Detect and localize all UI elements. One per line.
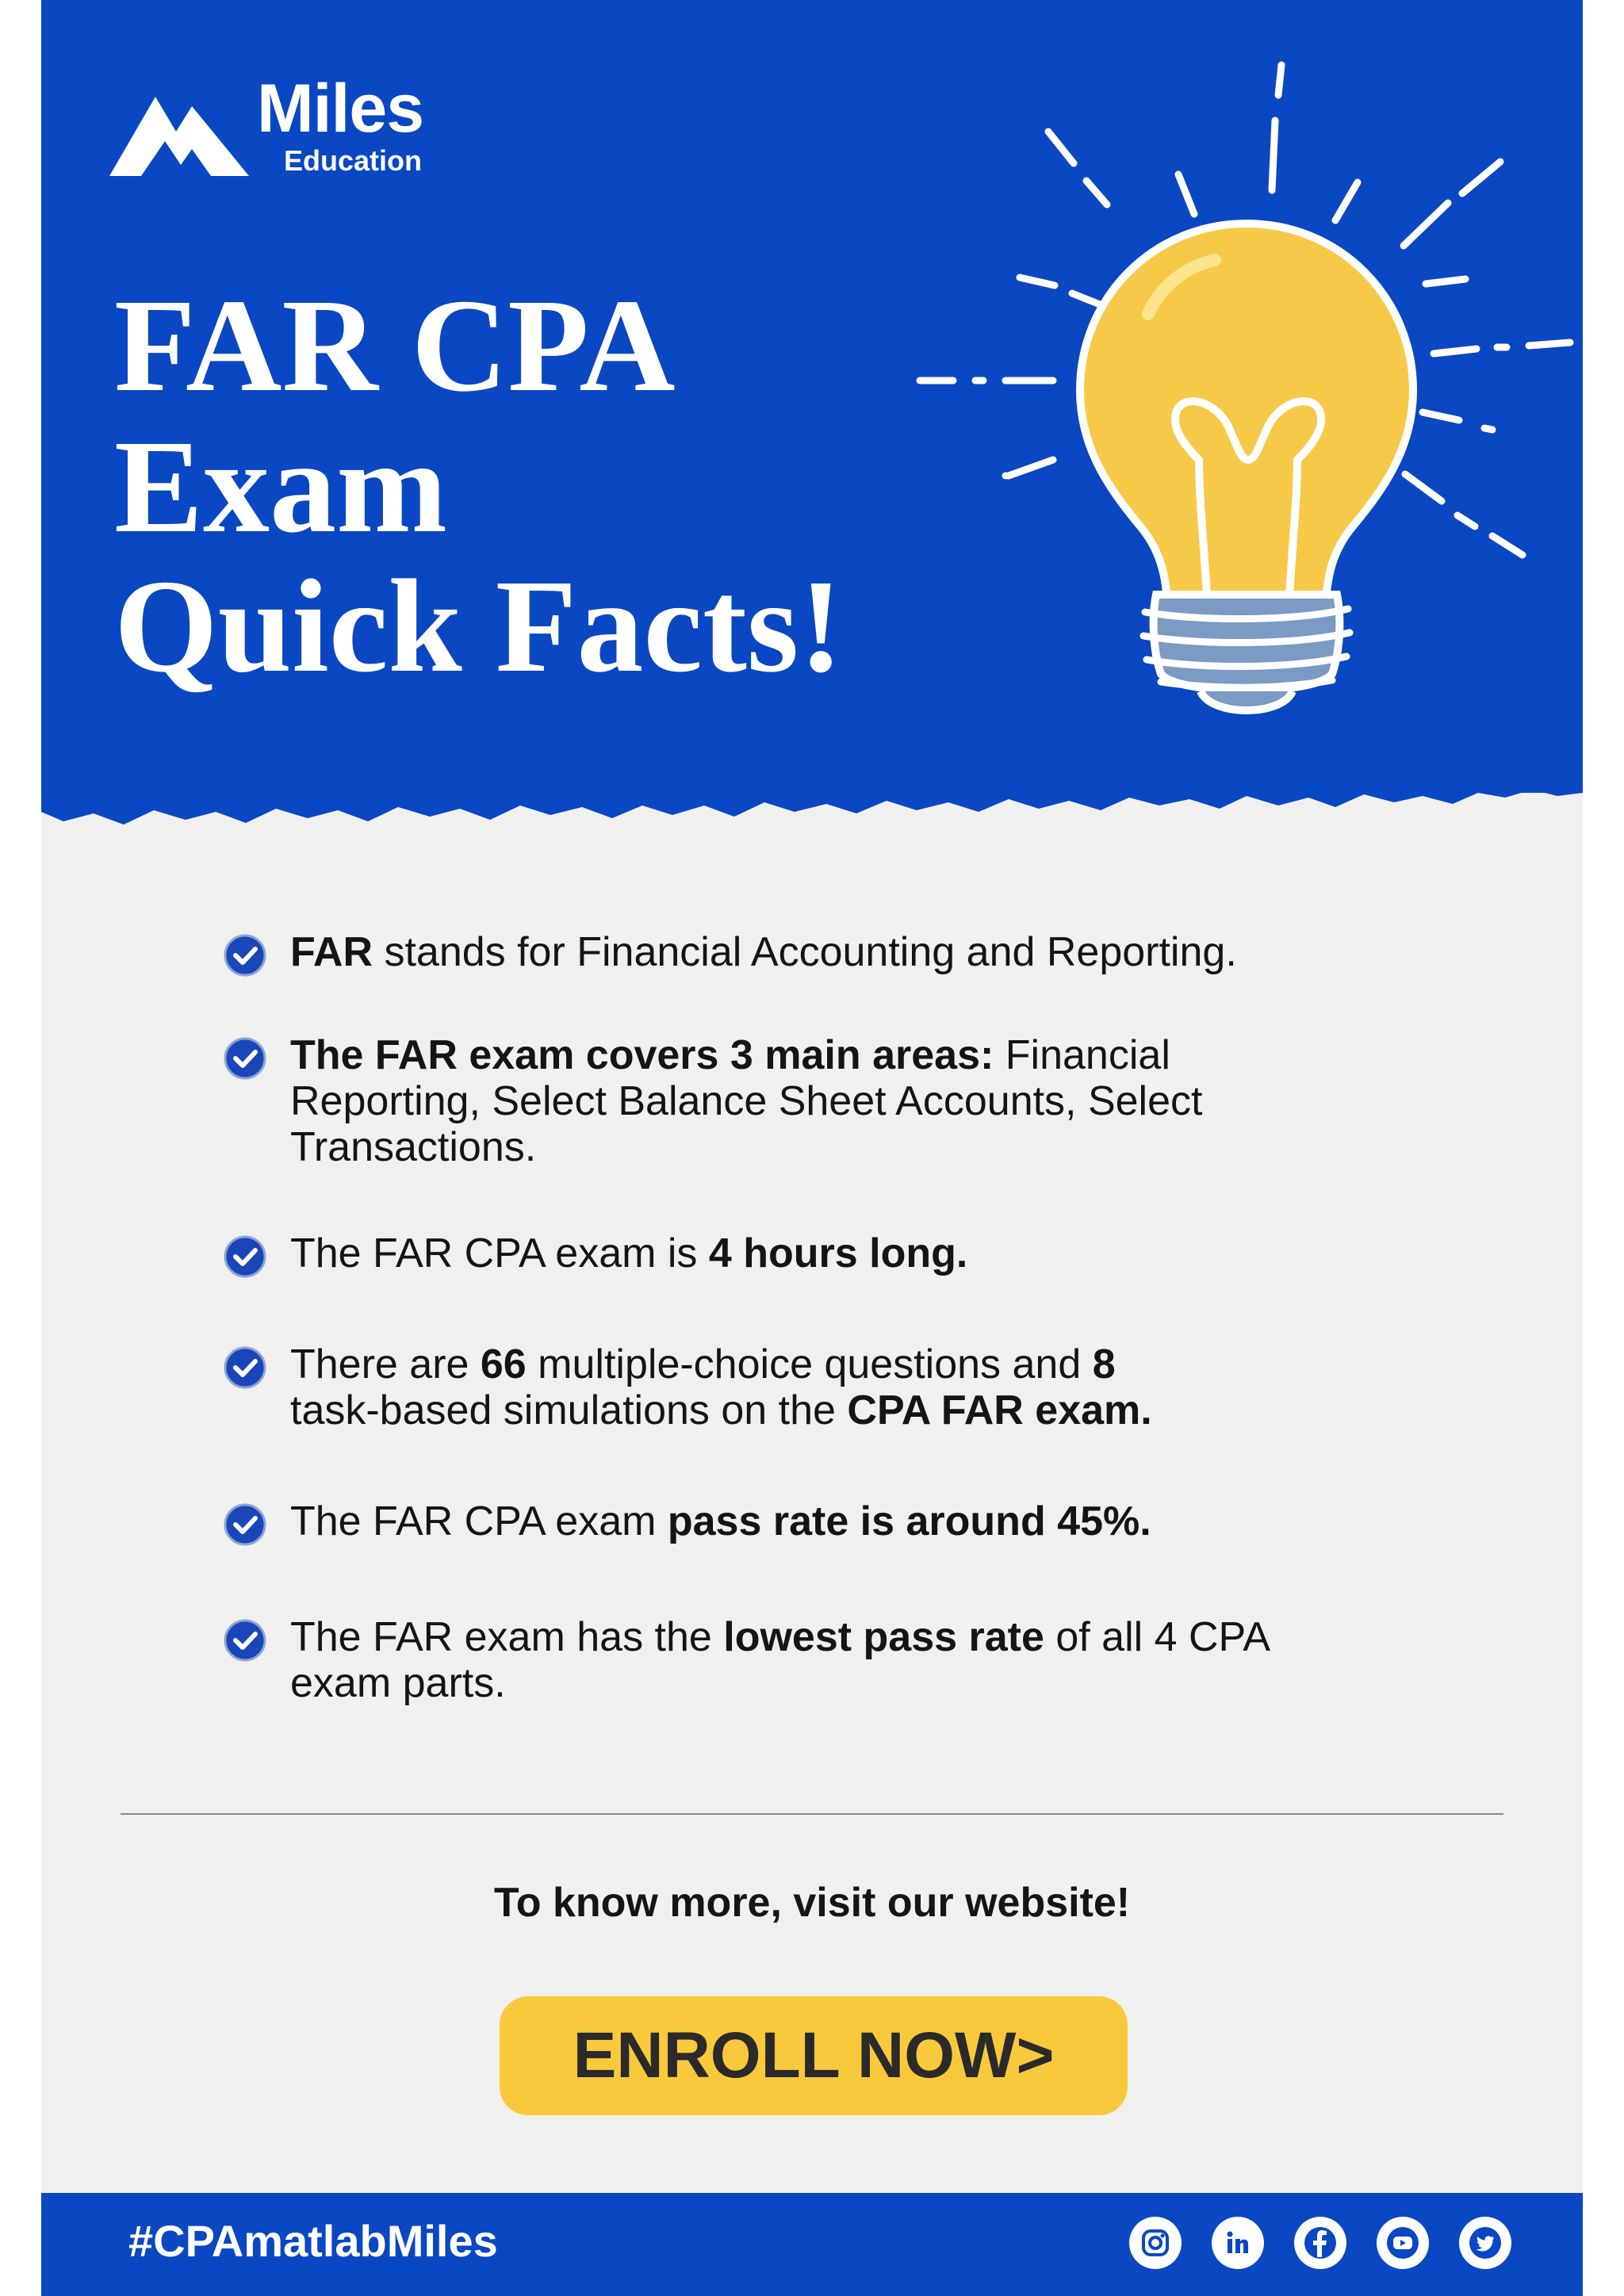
fact-segment: The FAR exam has the bbox=[290, 1614, 724, 1660]
fact-item bbox=[222, 929, 1496, 975]
social-links bbox=[1129, 2217, 1511, 2269]
brand-logo[interactable] bbox=[109, 71, 474, 187]
youtube-icon[interactable] bbox=[1377, 2217, 1429, 2269]
twitter-icon[interactable] bbox=[1459, 2217, 1511, 2269]
hashtag[interactable]: #CPAmatlabMiles bbox=[128, 2216, 498, 2266]
fact-text bbox=[290, 1032, 1496, 1170]
fact-emphasis: 8 bbox=[1092, 1341, 1116, 1387]
fact-item bbox=[222, 1614, 1496, 1706]
fact-segment: Reporting, Select Balance Sheet Accounts, Select bbox=[290, 1078, 1203, 1124]
facebook-icon[interactable] bbox=[1294, 2217, 1346, 2269]
fact-segment: stands for Financial Accounting and Reporting. bbox=[373, 929, 1237, 975]
fact-line bbox=[290, 1341, 1496, 1387]
lightbulb-icon bbox=[866, 48, 1580, 745]
fact-emphasis: FAR bbox=[290, 929, 373, 975]
enroll-now-button[interactable]: ENROLL NOW> bbox=[500, 1996, 1128, 2115]
fact-emphasis: 4 hours long. bbox=[708, 1230, 968, 1276]
torn-paper-edge bbox=[41, 761, 1583, 856]
fact-text bbox=[290, 929, 1496, 975]
fact-item bbox=[222, 1341, 1496, 1433]
fact-emphasis: CPA FAR exam. bbox=[847, 1387, 1152, 1433]
footer-bar bbox=[41, 2193, 1583, 2296]
check-circle-icon bbox=[222, 1035, 268, 1081]
fact-line bbox=[290, 1387, 1496, 1433]
fact-segment: Transactions. bbox=[290, 1124, 537, 1170]
fact-segment: There are bbox=[290, 1341, 481, 1387]
fact-line bbox=[290, 1124, 1496, 1170]
check-circle-icon bbox=[222, 932, 268, 978]
fact-text bbox=[290, 1498, 1496, 1544]
poster bbox=[41, 0, 1583, 2296]
fact-segment: task-based simulations on the bbox=[290, 1387, 848, 1433]
fact-line bbox=[290, 1032, 1496, 1078]
fact-segment: multiple-choice questions and bbox=[526, 1341, 1093, 1387]
hero-banner bbox=[41, 0, 1583, 793]
divider bbox=[121, 1813, 1503, 1815]
fact-emphasis: The FAR exam covers 3 main areas: bbox=[290, 1032, 994, 1078]
fact-emphasis: 66 bbox=[480, 1341, 527, 1387]
fact-text bbox=[290, 1230, 1496, 1276]
fact-text bbox=[290, 1341, 1496, 1433]
instagram-icon[interactable] bbox=[1129, 2217, 1182, 2269]
mountain-icon bbox=[109, 82, 249, 178]
cta-text: To know more, visit our website! bbox=[493, 1880, 1131, 1926]
fact-segment: of all 4 CPA bbox=[1044, 1614, 1271, 1660]
check-circle-icon bbox=[222, 1345, 268, 1391]
fact-line bbox=[290, 929, 1496, 975]
fact-line bbox=[290, 1498, 1496, 1544]
fact-line bbox=[290, 1230, 1496, 1276]
fact-item bbox=[222, 1498, 1496, 1544]
fact-segment: The FAR CPA exam is bbox=[290, 1230, 709, 1276]
fact-item bbox=[222, 1230, 1496, 1276]
fact-item bbox=[222, 1032, 1496, 1170]
brand-subtitle: Education bbox=[284, 144, 423, 177]
check-circle-icon bbox=[222, 1617, 268, 1663]
fact-line bbox=[290, 1614, 1496, 1660]
page-title-line-3: Quick Facts! bbox=[114, 553, 844, 700]
check-circle-icon bbox=[222, 1502, 268, 1548]
check-circle-icon bbox=[222, 1234, 268, 1280]
fact-segment: exam parts. bbox=[290, 1660, 506, 1706]
fact-emphasis: lowest pass rate bbox=[723, 1614, 1044, 1660]
fact-segment: The FAR CPA exam bbox=[290, 1498, 668, 1544]
page-title-line-2: Exam bbox=[114, 413, 447, 561]
page-title-line-1: FAR CPA bbox=[114, 272, 676, 419]
linkedin-icon[interactable] bbox=[1212, 2217, 1264, 2269]
fact-emphasis: pass rate is around 45%. bbox=[667, 1498, 1151, 1544]
fact-segment: Financial bbox=[994, 1032, 1170, 1078]
fact-text bbox=[290, 1614, 1496, 1706]
fact-line bbox=[290, 1660, 1496, 1706]
fact-line bbox=[290, 1078, 1496, 1124]
brand-name: Miles bbox=[257, 71, 424, 147]
